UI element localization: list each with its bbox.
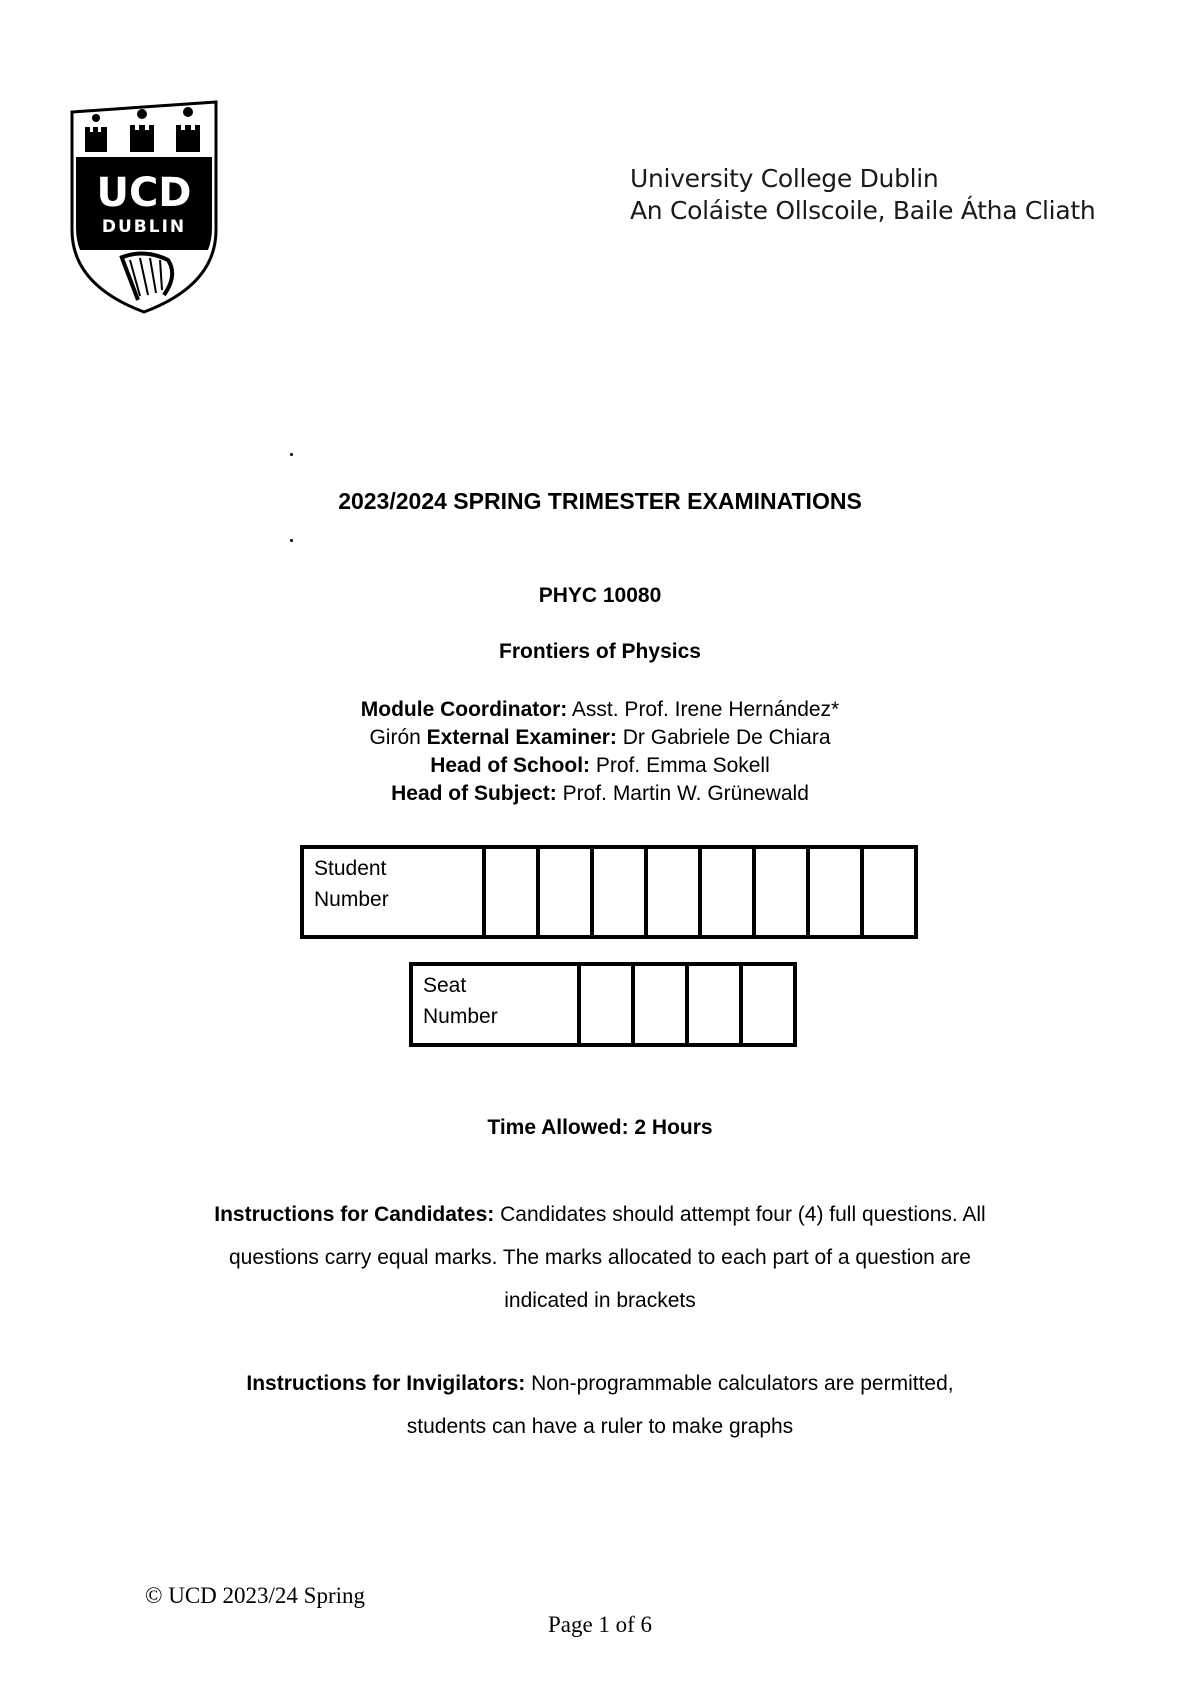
coordinator-line <box>0 696 1200 724</box>
seat-number-cell[interactable] <box>579 964 633 1045</box>
head-school-value: Prof. Emma Sokell <box>590 754 770 777</box>
student-number-cell[interactable] <box>862 847 916 937</box>
head-school-line <box>0 752 1200 780</box>
module-title: Frontiers of Physics <box>499 640 701 663</box>
logo-ucd-text: UCD <box>96 170 192 216</box>
student-number-cell[interactable] <box>592 847 646 937</box>
head-subject-line <box>0 780 1200 808</box>
coordinator-cont: Girón <box>369 726 427 749</box>
copyright-footer: © UCD 2023/24 Spring <box>145 1583 366 1608</box>
candidates-label: Instructions for Candidates: <box>214 1203 495 1226</box>
candidate-instructions: Instructions for Candidates: Candidates should attempt four (4) full questions. All questions carry equal marks. The marks allocated to each part of a question are indicated in brackets <box>214 1203 986 1312</box>
seat-number-cell[interactable] <box>633 964 687 1045</box>
invigilator-instructions: Instructions for Invigilators: Non-programmable calculators are permitted, students can have a ruler to make graphs <box>246 1372 954 1438</box>
seat-number-label: Seat Number <box>411 964 579 1045</box>
head-subject-value: Prof. Martin W. Grünewald <box>556 782 809 805</box>
student-number-cell[interactable] <box>700 847 754 937</box>
bullet-dot <box>290 453 293 456</box>
staff-list <box>0 696 1200 808</box>
student-number-box <box>300 845 918 939</box>
seat-number-cell[interactable] <box>687 964 741 1045</box>
coordinator-label: Module Coordinator: <box>360 698 568 721</box>
student-number-cell[interactable] <box>808 847 862 937</box>
page-number: Page 1 of 6 <box>547 1612 653 1637</box>
external-line <box>0 724 1200 752</box>
bullet-dot <box>290 539 293 542</box>
svg-text:DUBLIN: DUBLIN <box>101 217 187 237</box>
student-number-label: Student Number <box>302 847 484 937</box>
seat-number-cell[interactable] <box>741 964 795 1045</box>
external-value: Dr Gabriele De Chiara <box>616 726 831 749</box>
ucd-crest-logo <box>68 100 220 315</box>
university-name <box>630 163 1095 227</box>
module-code: PHYC 10080 <box>538 584 662 607</box>
time-allowed: Time Allowed: 2 Hours <box>487 1116 713 1139</box>
student-number-cell[interactable] <box>754 847 808 937</box>
external-label: External Examiner: <box>426 726 617 749</box>
student-number-cell[interactable] <box>538 847 592 937</box>
invigilators-label: Instructions for Invigilators: <box>246 1372 526 1395</box>
exam-title: 2023/2024 SPRING TRIMESTER EXAMINATIONS <box>338 488 862 514</box>
university-name-ga: An Coláiste Ollscoile, Baile Átha Cliath <box>630 196 1096 225</box>
university-name-en: University College Dublin <box>630 164 939 193</box>
head-subject-label: Head of Subject: <box>391 782 557 805</box>
head-school-label: Head of School: <box>430 754 591 777</box>
seat-number-box <box>409 962 797 1047</box>
student-number-cell[interactable] <box>646 847 700 937</box>
student-number-cell[interactable] <box>484 847 538 937</box>
coordinator-value: Asst. Prof. Irene Hernández* <box>567 698 840 721</box>
